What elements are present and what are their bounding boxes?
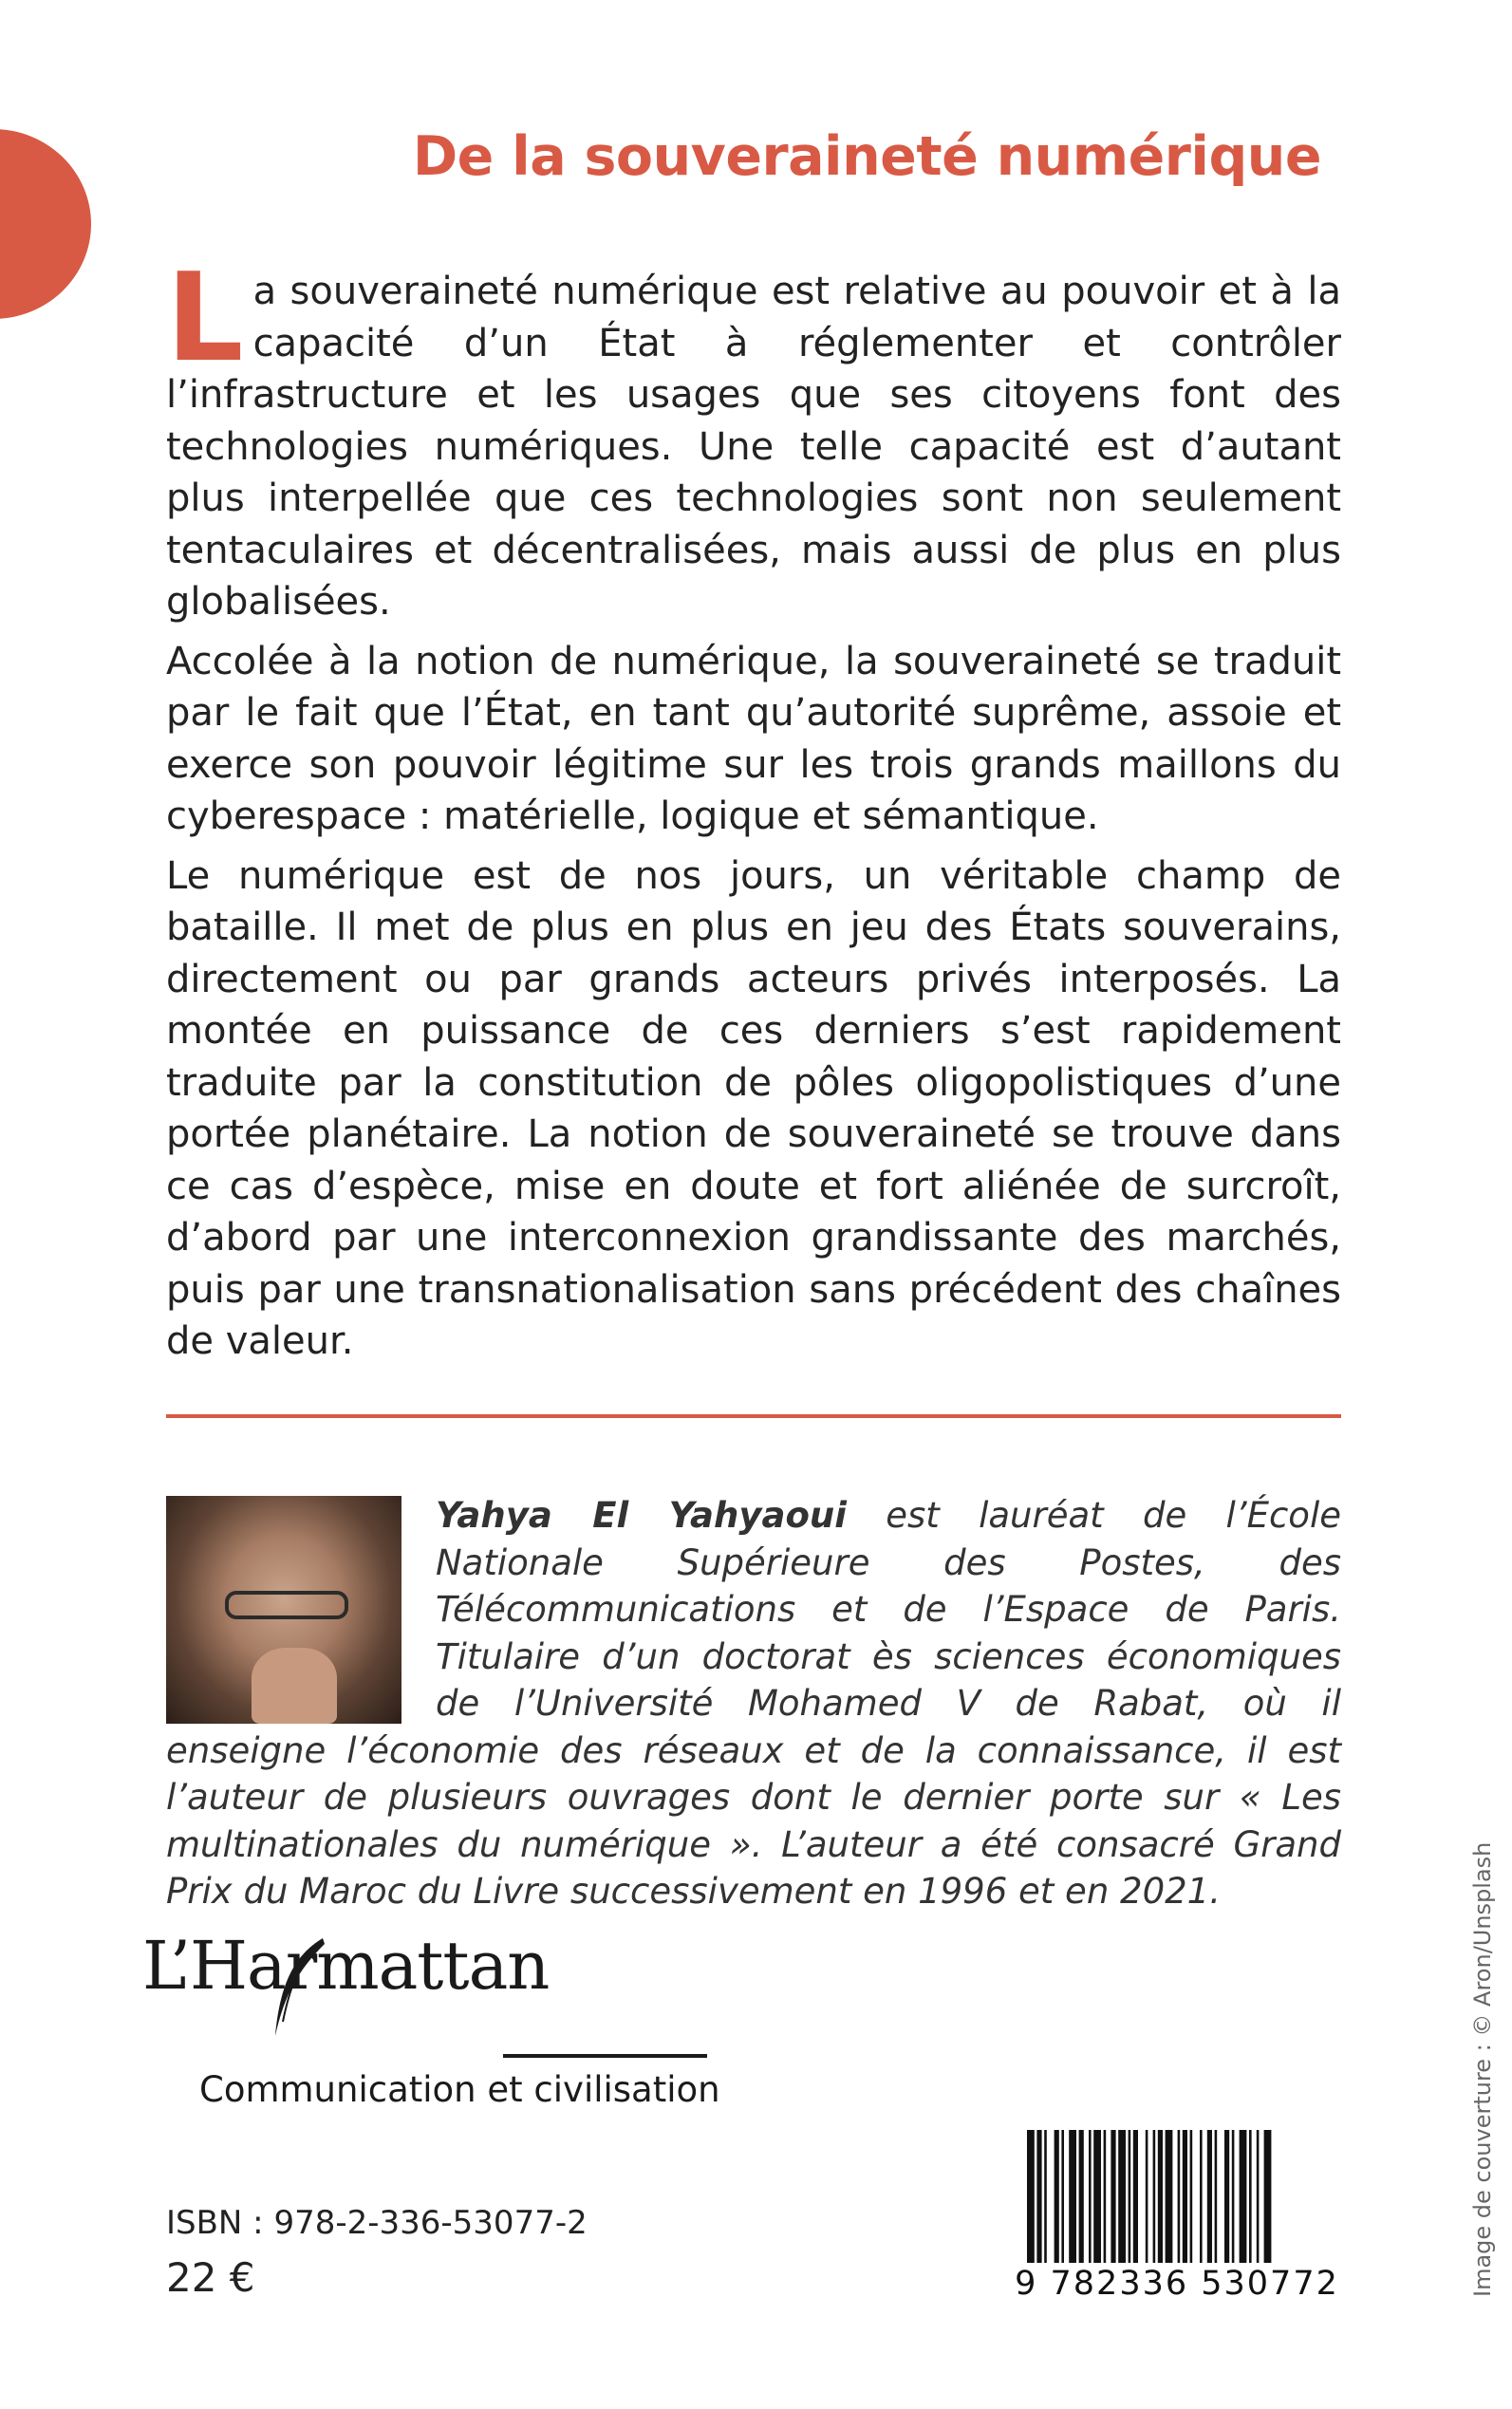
author-photo	[166, 1496, 401, 1724]
barcode-digits: 9 782336 530772	[1015, 2265, 1339, 2303]
author-bio	[166, 1492, 1341, 1915]
author-name: Yahya El Yahyaoui	[436, 1495, 847, 1536]
price: 22 €	[166, 2254, 255, 2301]
glasses-shape	[225, 1591, 348, 1619]
logo-underline	[503, 2054, 707, 2058]
barcode	[1006, 2122, 1348, 2312]
hand-shape	[252, 1648, 337, 1724]
publisher-logo: L’Harmattan	[142, 1927, 550, 2005]
book-title: De la souveraineté numérique	[412, 125, 1321, 188]
summary-paragraph-1	[166, 248, 1341, 628]
cover-credit: Image de couverture : © Aron/Unsplash	[1469, 1841, 1496, 2297]
summary-text	[166, 248, 1341, 1375]
isbn-number: ISBN : 978-2-336-53077-2	[166, 2204, 588, 2242]
summary-paragraph-3: Le numérique est de nos jours, un véritable champ de bataille. Il met de plus en plus en jeu des États souverains, directement ou par grands acteurs privés interposés. La montée en puissance de ces derniers s’est rapidement traduite par la constitution de pôles oligopolistiques d’une portée planétaire. La notion de souveraineté se trouve dans ce cas d’espèce, mise en doute et fort aliénée de surcroît, d’abord par une interconnexion grandissante des marchés, puis par une transnationalisation sans précédent des chaînes de valeur.	[166, 853, 1341, 1363]
collection-name: Communication et civilisation	[199, 2069, 720, 2110]
drop-cap: L	[166, 248, 244, 389]
decorative-circle	[0, 129, 91, 319]
summary-paragraph-1-text: a souveraineté numérique est relative au pouvoir et à la capacité d’un État à réglementer et contrôler l’infrastructure et les usages que ses citoyens font des technologies numériques. Une telle capacité est d’autant plus interpellée que ces technologies sont non seulement tentaculaires et décentralisées, mais aussi de plus en plus globalisées.	[166, 270, 1341, 624]
author-bio-text: est lauréat de l’École Nationale Supérieure des Postes, des Télécommunications et de l’Espace de Paris. Titulaire d’un doctorat ès sciences économiques de l’Université Mohamed V de Rabat, où il enseigne l’économie des réseaux et de la connaissance, il est l’auteur de plusieurs ouvrages dont le dernier porte sur « Les multinationales du numérique ». L’auteur a été consacré Grand Prix du Maroc du Livre successivement en 1996 et en 2021.	[166, 1495, 1341, 1912]
section-divider	[166, 1414, 1341, 1418]
barcode-bars	[1027, 2130, 1327, 2272]
summary-paragraph-2: Accolée à la notion de numérique, la souveraineté se traduit par le fait que l’État, en tant qu’autorité suprême, assoie et exerce son pouvoir légitime sur les trois grands maillons du cyberespace : matérielle, logique et sémantique.	[166, 639, 1341, 838]
